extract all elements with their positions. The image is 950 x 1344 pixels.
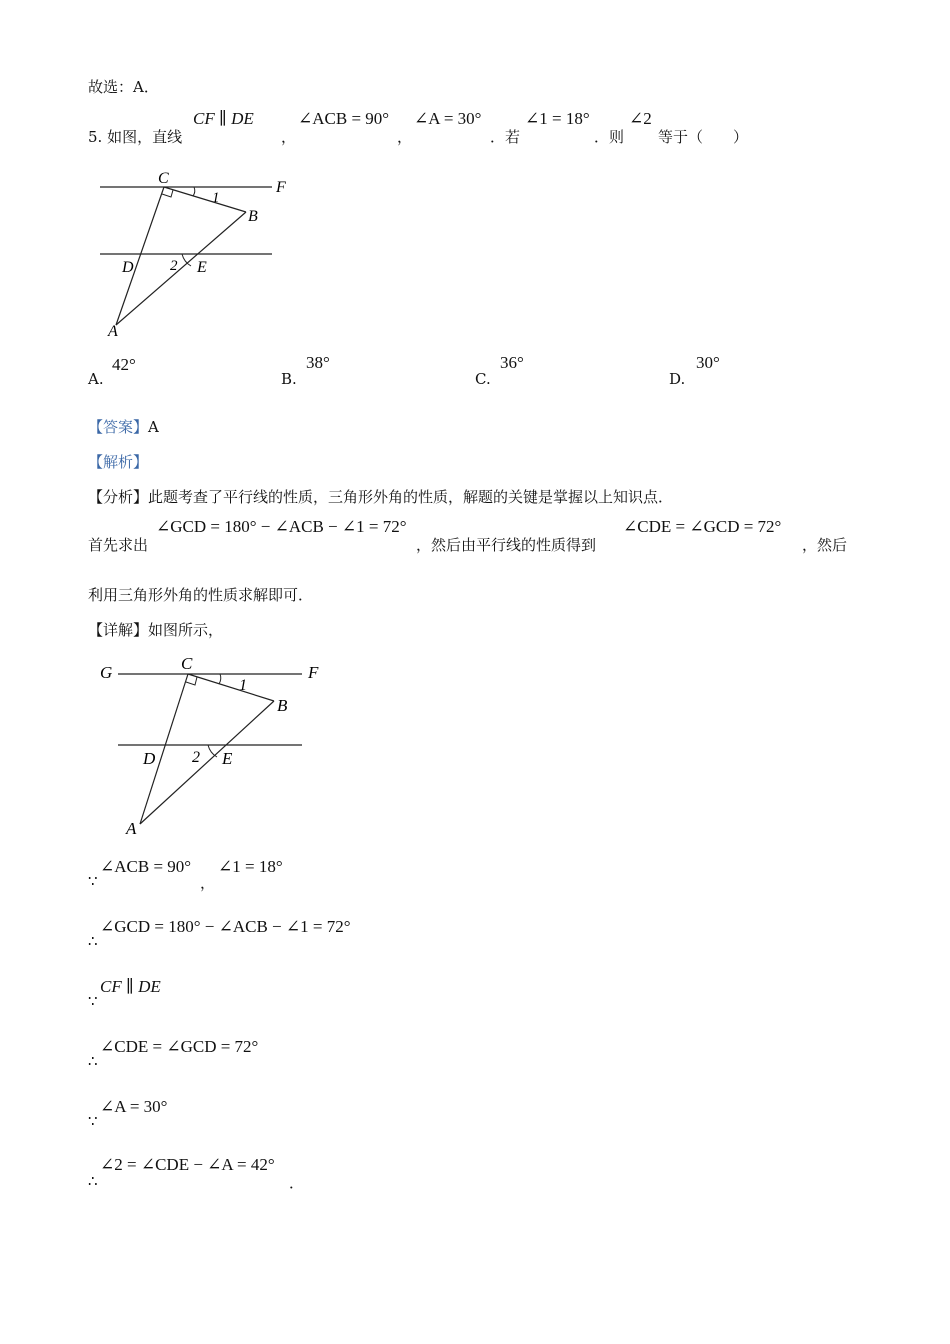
right-angle-mark <box>186 677 197 685</box>
label-e: E <box>197 259 207 276</box>
label-g: G <box>100 663 113 682</box>
fenxi-text: 此题考查了平行线的性质，三角形外角的性质，解题的关键是掌握以上知识点． <box>148 488 674 506</box>
question-number: 5. 如图，直线 <box>88 128 183 146</box>
answer-line <box>88 416 159 437</box>
proof-separator: ， <box>200 874 216 892</box>
proof-expression: CF ∥ DE <box>100 977 161 996</box>
option-c-value: 36° <box>500 353 524 372</box>
separator: ， <box>281 128 297 146</box>
step1-math-2: ∠CDE = ∠GCD = 72° <box>623 517 782 536</box>
label-a: A <box>126 819 137 838</box>
detail-tag: 【详解】 <box>88 621 149 639</box>
detail-text: 如图所示， <box>148 621 224 639</box>
proof-expression: ∠2 = ∠CDE − ∠A = 42° <box>100 1155 275 1174</box>
fenxi-tag: 【分析】 <box>88 488 149 506</box>
proof-expression: ∠CDE = ∠GCD = 72° <box>100 1037 259 1056</box>
condition-angle-acb: ∠ACB = 90° <box>298 109 390 128</box>
step1-post: ，然后 <box>802 536 848 554</box>
figure-2 <box>96 654 319 838</box>
option-a-value: 42° <box>112 355 136 374</box>
right-angle-mark <box>162 190 173 197</box>
label-b: B <box>277 696 288 715</box>
previous-answer: 故选：A． <box>88 78 159 96</box>
label-c: C <box>158 170 169 187</box>
proof-expression: ∠ACB = 90° <box>100 857 192 876</box>
step2-text: 利用三角形外角的性质求解即可． <box>88 586 314 604</box>
label-e: E <box>222 749 233 768</box>
detail-line <box>88 619 223 640</box>
step1-mid: ，然后由平行线的性质得到 <box>416 536 597 554</box>
proof-symbol: ∵ <box>88 1112 98 1130</box>
label-angle-2: 2 <box>170 258 178 274</box>
step1-math-1: ∠GCD = 180° − ∠ACB − ∠1 = 72° <box>156 517 407 536</box>
proof-symbol: ∴ <box>88 932 98 950</box>
label-angle-2: 2 <box>192 749 200 766</box>
option-d-value: 30° <box>696 353 720 372</box>
angle-1-arc <box>193 187 195 196</box>
option-a-letter: A. <box>88 370 104 388</box>
figure-1 <box>96 168 296 340</box>
proof-expression: ∠A = 30° <box>100 1097 168 1116</box>
label-angle-1: 1 <box>212 190 220 206</box>
option-b-letter: B. <box>281 370 297 388</box>
option-b-value: 38° <box>306 353 330 372</box>
fenxi-line <box>88 486 673 507</box>
label-d: D <box>122 259 134 276</box>
proof-symbol: ∴ <box>88 1052 98 1070</box>
question-tail: 等于（ ） <box>658 128 749 146</box>
answer-tag: 【答案】 <box>88 418 149 436</box>
label-d: D <box>143 749 156 768</box>
answer-value: A <box>148 418 159 436</box>
label-angle-1: 1 <box>239 677 247 694</box>
option-d-letter: D. <box>669 370 686 388</box>
condition-parallel: CF ∥ DE <box>193 109 254 128</box>
proof-end: ． <box>289 1174 305 1192</box>
separator: ．若 <box>490 128 521 146</box>
proof-expression: ∠GCD = 180° − ∠ACB − ∠1 = 72° <box>100 917 351 936</box>
angle-1-arc <box>219 674 221 684</box>
label-f: F <box>308 663 319 682</box>
proof-symbol: ∴ <box>88 1172 98 1190</box>
label-c: C <box>181 654 193 673</box>
label-f: F <box>276 179 286 196</box>
separator: ．则 <box>594 128 625 146</box>
condition-angle-a: ∠A = 30° <box>414 109 482 128</box>
label-b: B <box>248 208 258 225</box>
separator: ， <box>397 128 413 146</box>
proof-expression-2: ∠1 = 18° <box>218 857 283 876</box>
option-c-letter: C. <box>475 370 491 388</box>
proof-symbol: ∵ <box>88 872 98 890</box>
label-a: A <box>108 323 118 340</box>
proof-symbol: ∵ <box>88 992 98 1010</box>
step1-pre: 首先求出 <box>88 536 149 554</box>
segment-cb <box>188 674 274 701</box>
condition-angle-1: ∠1 = 18° <box>525 109 590 128</box>
segment-cb <box>164 187 246 212</box>
condition-angle-2: ∠2 <box>629 109 652 128</box>
analysis-tag: 【解析】 <box>88 453 149 471</box>
